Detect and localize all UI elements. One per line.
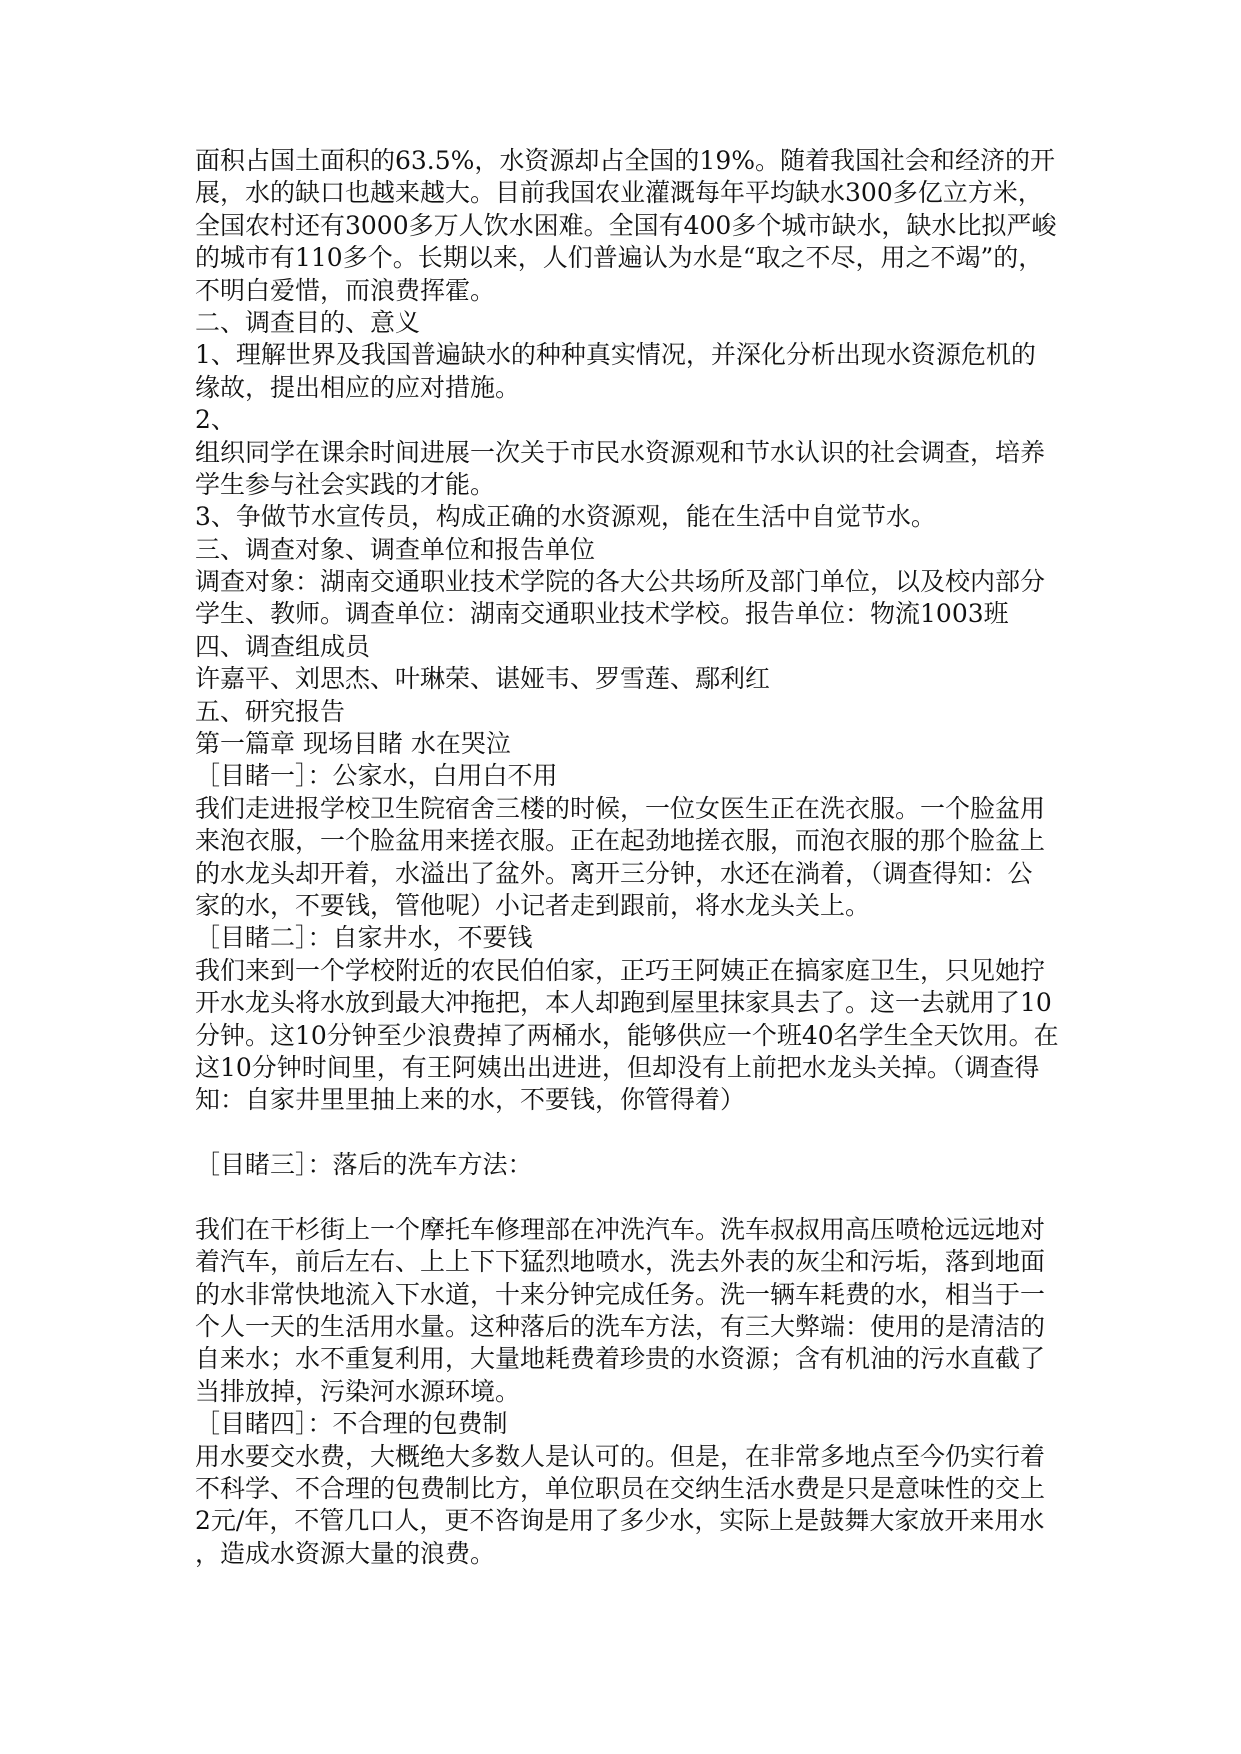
text-line: 分钟。这10分钟至少浪费掉了两桶水，能够供应一个班40名学生全天饮用。在: [195, 1020, 1059, 1050]
text-line: 着汽车，前后左右、上上下下猛烈地喷水，洗去外表的灰尘和污垢，落到地面: [195, 1247, 1046, 1277]
text-line: 面积占国土面积的63.5%，水资源却占全国的19%。随着我国社会和经济的开: [195, 146, 1055, 175]
text-line: 组织同学在课余时间进展一次关于市民水资源观和节水认识的社会调查，培养: [195, 437, 1046, 467]
text-line: 自来水；水不重复利用，大量地耗费着珍贵的水资源；含有机油的污水直截了: [195, 1344, 1046, 1374]
text-line: 缘故，提出相应的应对措施。: [195, 372, 521, 402]
text-line: 的城市有110多个。长期以来，人们普遍认为水是“取之不尽，用之不竭”的，: [195, 243, 1044, 273]
text-line: 不明白爱惜，而浪费挥霍。: [195, 275, 496, 305]
text-line: 全国农村还有3000多万人饮水困难。全国有400多个城市缺水，缺水比拟严峻: [195, 210, 1057, 240]
text-line: 第一篇章 现场目睹 水在哭泣: [195, 729, 511, 759]
text-line: 我们走进报学校卫生院宿舍三楼的时候，一位女医生正在洗衣服。一个脸盆用: [195, 793, 1046, 823]
text-line: ［目睹二］：自家井水，不要钱: [195, 923, 533, 953]
text-line: 不科学、不合理的包费制比方，单位职员在交纳生活水费是只是意味性的交上: [195, 1474, 1046, 1504]
text-line: 这10分钟时间里，有王阿姨出出进进，但却没有上前把水龙头关掉。（调查得: [195, 1052, 1040, 1082]
text-line: ，造成水资源大量的浪费。: [195, 1538, 496, 1568]
text-line: 二、调查目的、意义: [195, 307, 421, 337]
text-line: 四、调查组成员: [195, 631, 371, 661]
text-line: ［目睹三］：落后的洗车方法：: [195, 1150, 533, 1180]
text-line: 1、理解世界及我国普遍缺水的种种真实情况，并深化分析出现水资源危机的: [195, 340, 1036, 370]
text-line: ［目睹一］：公家水，白用白不用: [195, 761, 558, 791]
blank-line: [195, 1117, 1045, 1149]
text-line: 三、调查对象、调查单位和报告单位: [195, 534, 596, 564]
text-line: 开水龙头将水放到最大冲拖把，本人却跑到屋里抹家具去了。这一去就用了10: [195, 988, 1052, 1018]
text-line: 3、争做节水宣传员，构成正确的水资源观，能在生活中自觉节水。: [195, 502, 936, 532]
text-line: 的水龙头却开着，水溢出了盆外。离开三分钟，水还在淌着，（调查得知：公: [195, 858, 1033, 888]
text-line: 五、研究报告: [195, 696, 346, 726]
text-line: 个人一天的生活用水量。这种落后的洗车方法，有三大弊端：使用的是清洁的: [195, 1312, 1046, 1342]
text-line: 学生参与社会实践的才能。: [195, 469, 496, 499]
text-line: 展，水的缺口也越来越大。目前我国农业灌溉每年平均缺水300多亿立方米，: [195, 178, 1043, 208]
text-line: 家的水，不要钱，管他呢）小记者走到跟前，将水龙头关上。: [195, 890, 871, 920]
blank-line: [195, 1182, 1045, 1214]
text-line: 我们在干杉街上一个摩托车修理部在冲洗汽车。洗车叔叔用高压喷枪远远地对: [195, 1214, 1046, 1244]
text-line: 当排放掉，污染河水源环境。: [195, 1376, 521, 1406]
text-line: 调查对象：湖南交通职业技术学院的各大公共场所及部门单位，以及校内部分: [195, 567, 1046, 597]
text-line: 的水非常快地流入下水道，十来分钟完成任务。洗一辆车耗费的水，相当于一: [195, 1279, 1046, 1309]
document-body: [195, 145, 1059, 1570]
text-line: 2、: [195, 405, 236, 435]
text-line: 我们来到一个学校附近的农民伯伯家，正巧王阿姨正在搞家庭卫生，只见她拧: [195, 955, 1046, 985]
text-line: 2元/年，不管几口人，更不咨询是用了多少水，实际上是鼓舞大家放开来用水: [195, 1506, 1045, 1536]
text-line: 学生、教师。调查单位：湖南交通职业技术学校。报告单位：物流1003班: [195, 599, 1009, 629]
text-line: 用水要交水费，大概绝大多数人是认可的。但是，在非常多地点至今仍实行着: [195, 1441, 1046, 1471]
text-line: ［目睹四］：不合理的包费制: [195, 1409, 508, 1439]
text-line: 来泡衣服，一个脸盆用来搓衣服。正在起劲地搓衣服，而泡衣服的那个脸盆上: [195, 826, 1046, 856]
text-line: 许嘉平、刘思杰、叶琳荣、谌娅韦、罗雪莲、鄢利红: [195, 664, 771, 694]
text-line: 知：自家井里里抽上来的水，不要钱，你管得着）: [195, 1085, 746, 1115]
